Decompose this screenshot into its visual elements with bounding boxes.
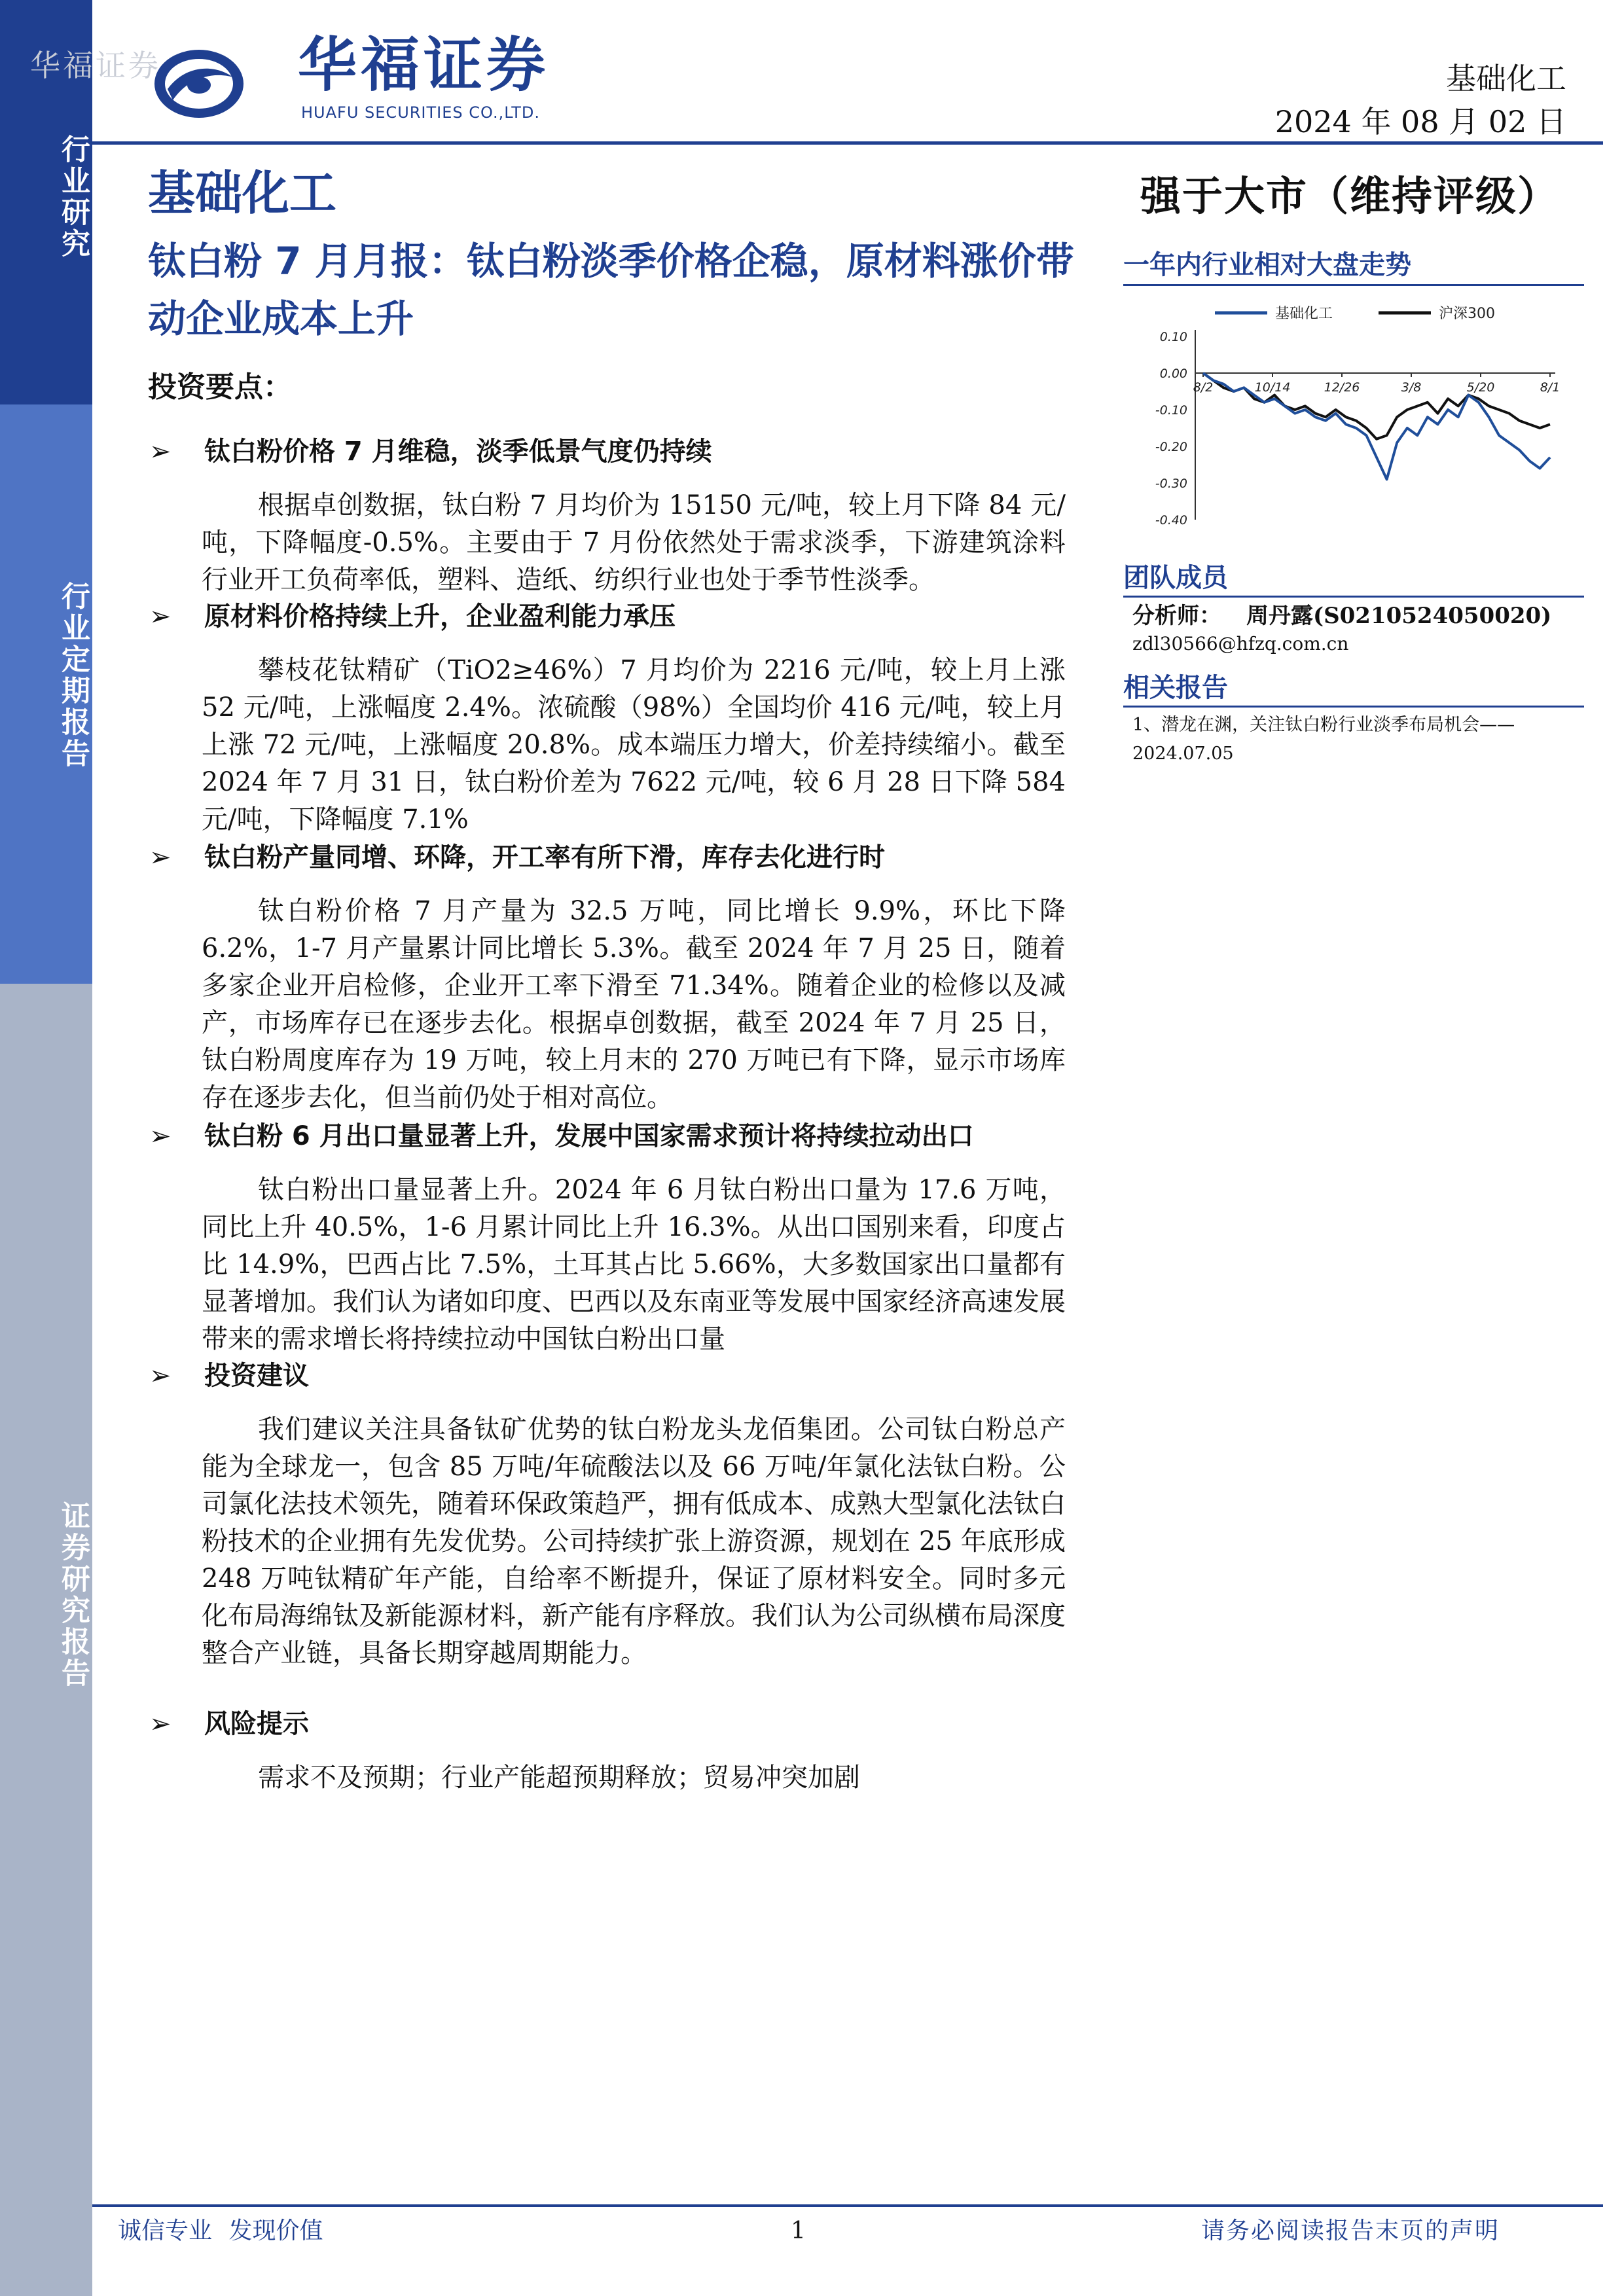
related-reports-rule bbox=[1123, 706, 1584, 708]
header-rule bbox=[92, 141, 1603, 145]
y-tick-label: -0.10 bbox=[1155, 403, 1187, 418]
section-heading-risk bbox=[149, 1706, 309, 1742]
analyst-name: 周丹露(S0210524050020) bbox=[1246, 603, 1552, 629]
y-tick-label: 0.00 bbox=[1159, 367, 1187, 381]
report-title: 钛白粉 7 月月报：钛白粉淡季价格企稳，原材料涨价带动企业成本上升 bbox=[148, 239, 1074, 341]
legend-label-index: 沪深300 bbox=[1439, 306, 1495, 322]
section-heading-text: 风险提示 bbox=[204, 1709, 309, 1739]
chart-heading-rule bbox=[1123, 284, 1584, 286]
section-heading-output bbox=[149, 839, 885, 876]
chart-y-axis bbox=[1155, 330, 1195, 528]
section-body-raw-material: 攀枝花钛精矿（TiO2≥46%）7 月均价为 2216 元/吨，较上月上涨 52 元/吨，上涨幅度 2.4%。浓硫酸（98%）全国均价 416 元/吨，较上月上涨 72 元/吨，上涨幅度 20.8%。成本端压力增大，价差持续缩小。截至 2024 年 7 月 31 日，钛白粉价差为 7622 元/吨，较 6 月 28 日下降 584 元/吨，下降幅度 7.1% bbox=[202, 655, 1066, 834]
sidebar-label-securities-report: 证券研究报告 bbox=[56, 1501, 90, 1689]
rating: 强于大市（维持评级） bbox=[1140, 172, 1560, 220]
section-heading-export bbox=[149, 1118, 974, 1155]
x-tick-label: 12/26 bbox=[1324, 380, 1360, 395]
relative-performance-chart bbox=[1123, 295, 1581, 530]
bullet-arrow-icon: ➢ bbox=[149, 1121, 171, 1151]
sidebar-block-periodic-report bbox=[0, 404, 92, 984]
section-heading-text: 钛白粉价格 7 月维稳，淡季低景气度仍持续 bbox=[204, 437, 712, 467]
header-industry: 基础化工 bbox=[1446, 61, 1566, 96]
related-reports-heading: 相关报告 bbox=[1123, 673, 1228, 703]
analyst-label: 分析师： bbox=[1132, 603, 1221, 629]
header-date: 2024 年 08 月 02 日 bbox=[1274, 104, 1566, 139]
section-heading-text: 原材料价格持续上升，企业盈利能力承压 bbox=[204, 601, 676, 632]
team-heading-rule bbox=[1123, 596, 1584, 598]
key-points-heading: 投资要点： bbox=[148, 370, 292, 404]
bullet-arrow-icon: ➢ bbox=[149, 1361, 171, 1391]
section-body-risk: 需求不及预期；行业产能超预期释放；贸易冲突加剧 bbox=[258, 1763, 860, 1793]
watermark: 华福证券 bbox=[30, 48, 161, 83]
bullet-arrow-icon: ➢ bbox=[149, 601, 171, 632]
legend-label-industry: 基础化工 bbox=[1275, 306, 1333, 322]
footer-disclaimer-note: 请务必阅读报告末页的声明 bbox=[1200, 2217, 1500, 2244]
chart-heading: 一年内行业相对大盘走势 bbox=[1123, 250, 1411, 280]
sidebar-block-securities-report bbox=[0, 984, 92, 2296]
bullet-arrow-icon: ➢ bbox=[149, 1709, 171, 1739]
section-body-output: 钛白粉价格 7 月产量为 32.5 万吨，同比增长 9.9%，环比下降 6.2%，1-7 月产量累计同比增长 5.3%。截至 2024 年 7 月 25 日，随着多家企业开启检修，企业开工率下滑至 71.34%。随着企业的检修以及减产，市场库存已在逐步去化。根据卓创数据，截至 2024 年 7 月 25 日，钛白粉周度库存为 19 万吨，较上月末的 270 万吨已有下降，显示市场库存在逐步去化，但当前仍处于相对高位。 bbox=[202, 896, 1066, 1113]
y-tick-label: -0.30 bbox=[1155, 476, 1187, 491]
chart-legend bbox=[1215, 306, 1495, 322]
section-heading-price bbox=[149, 433, 712, 470]
huafu-logo-icon bbox=[153, 38, 245, 130]
bullet-arrow-icon: ➢ bbox=[149, 842, 171, 872]
x-tick-label: 8/1 bbox=[1540, 380, 1561, 395]
analyst-email: zdl30566@hfzq.com.cn bbox=[1132, 633, 1349, 655]
x-tick-label: 5/20 bbox=[1466, 380, 1495, 395]
brand-name-cn: 华福证券 bbox=[298, 31, 549, 99]
sidebar-label-industry-research: 行业研究 bbox=[56, 134, 90, 260]
team-heading: 团队成员 bbox=[1123, 563, 1228, 593]
section-heading-investment bbox=[149, 1357, 309, 1394]
section-heading-text: 钛白粉 6 月出口量显著上升，发展中国家需求预计将持续拉动出口 bbox=[204, 1121, 974, 1151]
sidebar-label-periodic-report: 行业定期报告 bbox=[56, 581, 90, 770]
section-heading-text: 投资建议 bbox=[204, 1361, 309, 1391]
section-body-price: 根据卓创数据，钛白粉 7 月均价为 15150 元/吨，较上月下降 84 元/吨，下降幅度-0.5%。主要由于 7 月份依然处于需求淡季，下游建筑涂料行业开工负荷率低，塑料、造纸、纺织行业也处于季节性淡季。 bbox=[202, 490, 1066, 595]
footer-slogan: 诚信专业 发现价值 bbox=[118, 2217, 323, 2244]
section-heading-raw-material bbox=[149, 598, 676, 635]
page-number: 1 bbox=[791, 2217, 806, 2244]
section-heading-text: 钛白粉产量同增、环降，开工率有所下滑，库存去化进行时 bbox=[204, 842, 885, 872]
x-tick-label: 3/8 bbox=[1401, 380, 1422, 395]
y-tick-label: -0.20 bbox=[1155, 440, 1187, 454]
analyst-line bbox=[1132, 601, 1551, 631]
left-sidebar bbox=[0, 0, 92, 2296]
x-tick-label: 8/2 bbox=[1193, 380, 1214, 395]
section-body-export: 钛白粉出口量显著上升。2024 年 6 月钛白粉出口量为 17.6 万吨，同比上升 40.5%，1-6 月累计同比上升 16.3%。从出口国别来看，印度占比 14.9%，巴西占比 7.5%，土耳其占比 5.66%，大多数国家出口量都有显著增加。我们认为诸如印度、巴西以及东南亚等发展中国家经济高速发展带来的需求增长将持续拉动中国钛白粉出口量 bbox=[202, 1175, 1066, 1354]
y-tick-label: -0.40 bbox=[1155, 513, 1187, 528]
y-tick-label: 0.10 bbox=[1159, 330, 1187, 344]
brand-name-en: HUAFU SECURITIES CO.,LTD. bbox=[301, 103, 541, 122]
sector-title: 基础化工 bbox=[148, 166, 337, 221]
related-report-item[interactable]: 1、潜龙在渊，关注钛白粉行业淡季布局机会——2024.07.05 bbox=[1132, 715, 1515, 764]
x-tick-label: 10/14 bbox=[1254, 380, 1291, 395]
bullet-arrow-icon: ➢ bbox=[149, 437, 171, 467]
section-body-investment: 我们建议关注具备钛矿优势的钛白粉龙头龙佰集团。公司钛白粉总产能为全球龙一，包含 85 万吨/年硫酸法以及 66 万吨/年氯化法钛白粉。公司氯化法技术领先，随着环保政策趋严，拥有低成本、成熟大型氯化法钛白粉技术的企业拥有先发优势。公司持续扩张上游资源，规划在 25 年底形成 248 万吨钛精矿年产能，自给率不断提升，保证了原材料安全。同时多元化布局海绵钛及新能源材料，新产能有序释放。我们认为公司纵横布局深度整合产业链，具备长期穿越周期能力。 bbox=[202, 1414, 1066, 1668]
footer-rule bbox=[92, 2204, 1603, 2207]
